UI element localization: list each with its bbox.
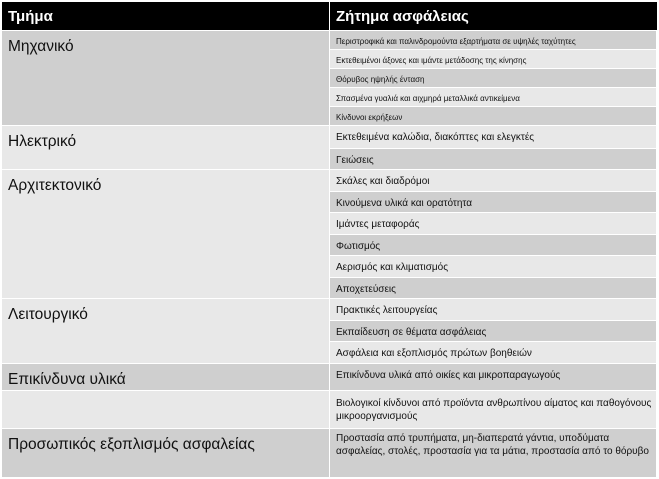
issue-cell: Εκτεθειμένοι άξονες και ιμάντε μετάδοσης της κίνησης (330, 50, 657, 69)
category-electrical: Ηλεκτρικό (2, 126, 330, 170)
category-architectural: Αρχιτεκτονικό (2, 170, 330, 299)
table-row (2, 364, 657, 391)
table-row (2, 31, 657, 50)
issue-cell: Πρακτικές λειτουργείας (330, 299, 657, 321)
issue-cell: Προστασία από τρυπήματα, μη-διαπερατά γάντια, υποδύματα ασφαλείας, στολές, προστασία για τα μάτια, προστασία από το θόρυβο (330, 429, 657, 478)
issue-cell: Επικίνδυνα υλικά από οικίες και μικροπαραγωγούς (330, 364, 657, 391)
issue-cell: Θόρυβος ηψηλής ένταση (330, 69, 657, 88)
issue-cell: Περιστροφικά και παλινδρομούντα εξαρτήματα σε υψηλές ταχύτητες (330, 31, 657, 50)
issue-cell: Σκάλες και διαδρόμοι (330, 170, 657, 192)
category-ppe: Προσωπικός εξοπλισμός ασφαλείας (2, 429, 330, 478)
issue-cell: Εκτεθειμένα καλώδια, διακόπτες και ελεγκτές (330, 126, 657, 149)
issue-cell: Σπασμένα γυαλιά και αιχμηρά μεταλλικά αντικείμενα (330, 88, 657, 107)
issue-cell: Κίνδυνοι εκρήξεων (330, 107, 657, 126)
safety-table (2, 2, 657, 478)
issue-cell: Φωτισμός (330, 235, 657, 256)
issue-cell: Ασφάλεια και εξοπλισμός πρώτων βοηθειών (330, 342, 657, 364)
header-safety-issue: Ζήτημα ασφάλειας (330, 2, 657, 31)
issue-cell: Κινούμενα υλικά και ορατότητα (330, 192, 657, 213)
category-mechanical: Μηχανικό (2, 31, 330, 126)
issue-cell: Αερισμός και κλιματισμός (330, 256, 657, 278)
header-department: Τμήμα (2, 2, 330, 31)
table-row (2, 429, 657, 478)
table-row (2, 126, 657, 149)
header-row (2, 2, 657, 31)
category-empty-cell (2, 391, 330, 429)
category-hazardous-materials: Επικίνδυνα υλικά (2, 364, 330, 391)
issue-cell: Αποχετεύσεις (330, 278, 657, 299)
table-row (2, 391, 657, 429)
issue-cell: Γειώσεις (330, 149, 657, 170)
table-row (2, 170, 657, 192)
category-operational: Λειτουργικό (2, 299, 330, 364)
table-row (2, 299, 657, 321)
issue-cell: Βιολογικοί κίνδυνοι από προϊόντα ανθρωπίνου αίματος και παθογόνους μικροοργανισμούς (330, 391, 657, 429)
issue-cell: Εκπαίδευση σε θέματα ασφάλειας (330, 321, 657, 342)
issue-cell: Ιμάντες μεταφοράς (330, 213, 657, 235)
